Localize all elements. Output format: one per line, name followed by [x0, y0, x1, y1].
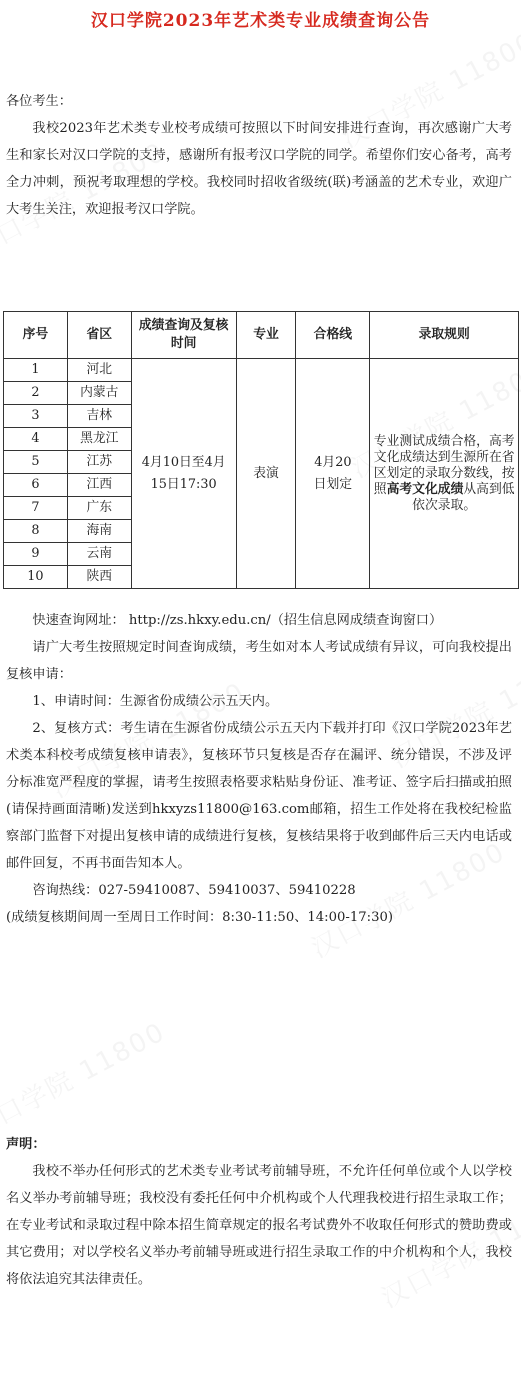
statement-section [6, 1131, 512, 1293]
row-no: 1 [4, 359, 68, 382]
query-url-line: 快速查询网址： http://zs.hkxy.edu.cn/（招生信息网成绩查询窗口） [32, 613, 443, 628]
row-no: 4 [4, 428, 68, 451]
hotline: 咨询热线：027-59410087、59410037、59410228 [32, 883, 356, 898]
row-province: 黑龙江 [67, 428, 131, 451]
query-notice: 请广大考生按照规定时间查询成绩，考生如对本人考试成绩有异议，可向我校提出复核申请： [6, 640, 512, 682]
rule-text-1: 专业测试成绩合格，高考文化成绩达到生源所在省区划定的录取分数线，按照 [373, 433, 515, 497]
apply-time-item: 1、申请时间：生源省份成绩公示五天内。 [32, 694, 279, 709]
intro-paragraph: 我校2023年艺术类专业校考成绩可按照以下时间安排进行查询，再次感谢广大考生和家长对汉口学院的支持，感谢所有报考汉口学院的同学。希望你们安心备考，高考全力冲刺，预祝考取理想的学校。我校同时招收省级统(联)考涵盖的艺术专业，欢迎广大考生关注，欢迎报考汉口学院。 [6, 121, 512, 217]
greeting: 各位考生： [6, 94, 72, 109]
header-rule: 录取规则 [370, 312, 519, 359]
rule-text-bold: 高考文化成绩 [386, 481, 464, 497]
row-province: 陕西 [67, 566, 131, 589]
table-row [4, 359, 519, 382]
query-time-cell: 4月10日至4月15日17:30 [131, 359, 236, 589]
row-no: 2 [4, 382, 68, 405]
statement-paragraph: 我校不举办任何形式的艺术类专业考试考前辅导班，不允许任何单位或个人以学校名义举办考前辅导班；我校没有委托任何中介机构或个人代理我校进行招生录取工作；在专业考试和录取过程中除本招生简章规定的报名考试费外不收取任何形式的赞助费或其它费用；对以学校名义举办考前辅导班或进行招生录取工作的中介机构和个人，我校将依法追究其法律责任。 [6, 1164, 512, 1287]
row-province: 海南 [67, 520, 131, 543]
work-hours: (成绩复核期间周一至周日工作时间：8:30-11:50、14:00-17:30) [6, 910, 394, 925]
row-no: 6 [4, 474, 68, 497]
passline-cell: 4月20日划定 [296, 359, 370, 589]
major-cell: 表演 [236, 359, 296, 589]
statement-heading: 声明： [6, 1137, 46, 1152]
row-province: 江西 [67, 474, 131, 497]
score-table [3, 311, 519, 589]
header-passline: 合格线 [296, 312, 370, 359]
table-header-row [4, 312, 519, 359]
row-province: 内蒙古 [67, 382, 131, 405]
row-province: 广东 [67, 497, 131, 520]
rule-text-2: 从高到低依次录取。 [412, 481, 515, 513]
header-province: 省区 [67, 312, 131, 359]
row-no: 5 [4, 451, 68, 474]
header-no: 序号 [4, 312, 68, 359]
row-province: 河北 [67, 359, 131, 382]
header-time: 成绩查询及复核时间 [131, 312, 236, 359]
page-title: 汉口学院2023年艺术类专业成绩查询公告 [90, 11, 431, 31]
intro-section [6, 88, 512, 223]
row-province: 云南 [67, 543, 131, 566]
apply-method-item: 2、复核方式：考生请在生源省份成绩公示五天内下载并打印《汉口学院2023年艺术类本科校考成绩复核申请表》，复核环节只复核是否存在漏评、统分错误，不涉及评分标准宽严程度的掌握，请考生按照表格要求粘贴身份证、准考证、签字后扫描或拍照(请保持画面清晰)发送到hkxyzs11800@163.com邮箱，招生工作处将在我校纪检监察部门监督下对提出复核申请的成绩进行复核，复核结果将于收到邮件后三天内电话或邮件回复，不再书面告知本人。 [6, 721, 512, 871]
row-no: 10 [4, 566, 68, 589]
row-no: 3 [4, 405, 68, 428]
row-no: 8 [4, 520, 68, 543]
watermark [0, 1012, 171, 1146]
row-province: 江苏 [67, 451, 131, 474]
row-no: 7 [4, 497, 68, 520]
header-major: 专业 [236, 312, 296, 359]
query-section [6, 607, 512, 931]
rule-cell [370, 359, 519, 589]
row-no: 9 [4, 543, 68, 566]
row-province: 吉林 [67, 405, 131, 428]
